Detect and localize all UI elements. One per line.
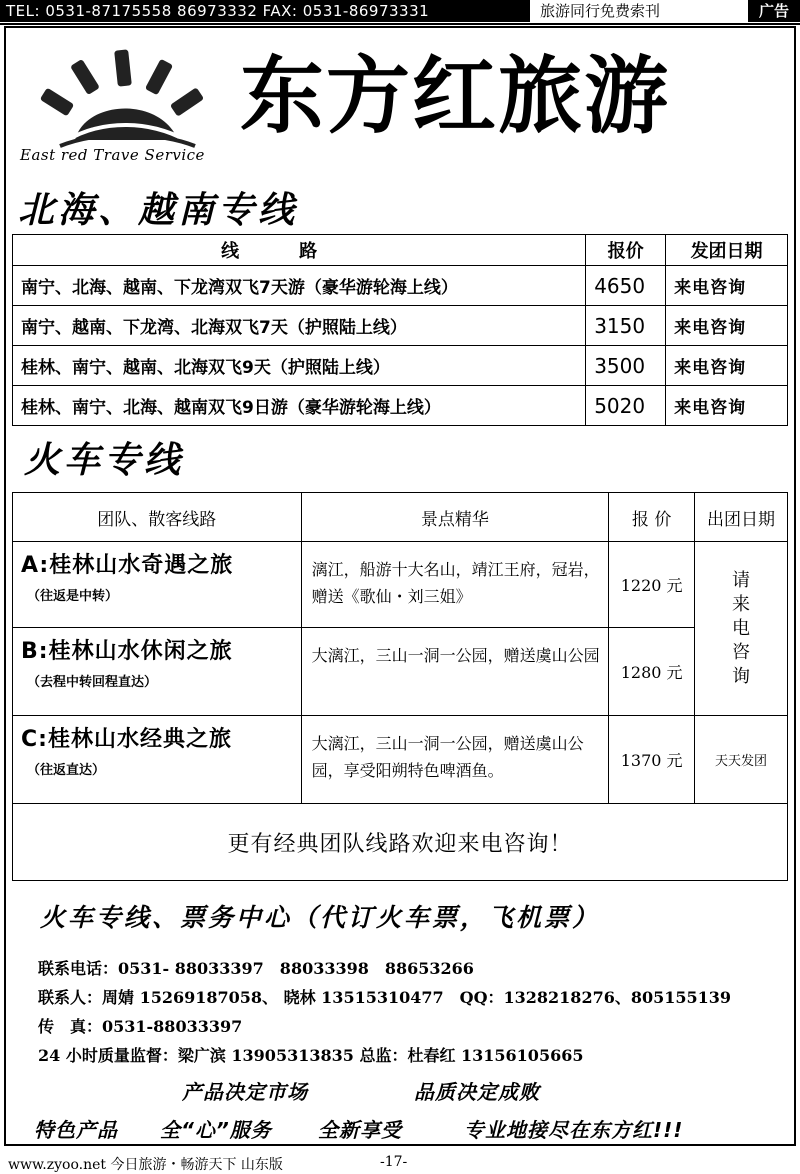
- table-row: [13, 266, 788, 306]
- route-header: 线路: [13, 235, 586, 266]
- beihai-section-title: 北海、越南专线: [18, 190, 299, 231]
- price-header: 报 价: [609, 493, 695, 542]
- price-cell: 1220 元: [609, 542, 695, 628]
- price-cell: 3150: [586, 306, 666, 346]
- ad-badge: 广告: [748, 0, 800, 22]
- route-cell: 桂林、南宁、北海、越南双飞9日游（豪华游轮海上线）: [13, 386, 586, 426]
- departure-cell: 来电咨询: [666, 386, 788, 426]
- beihai-route-table: [12, 234, 788, 426]
- highlights-cell: 漓江，船游十大名山，靖江王府，冠岩，赠送《歌仙・刘三姐》: [301, 542, 609, 628]
- table-row: [13, 386, 788, 426]
- contact-bar: TEL: 0531-87175558 86973332 FAX: 0531-86973331: [0, 0, 530, 22]
- price-header: 报价: [586, 235, 666, 266]
- train-route-table: [12, 492, 788, 881]
- table-row: [13, 542, 788, 628]
- slogan-service: 全“心”服务: [160, 1118, 272, 1142]
- highlights-cell: 大漓江，三山一洞一公园，赠送虞山公园，享受阳朔特色啤酒鱼。: [301, 716, 609, 804]
- contact-persons: 联系人：周婧 15269187058、 晓林 13515310477 QQ：1328218276、805155139: [38, 988, 732, 1007]
- route-subtitle: （往返是中转）: [27, 589, 119, 604]
- departure-header: 发团日期: [666, 235, 788, 266]
- logo-caption: East red Trave Service: [20, 146, 205, 164]
- departure-cell: [695, 716, 788, 804]
- table-header-row: [13, 235, 788, 266]
- page-number: -17-: [380, 1154, 408, 1170]
- header-divider: [0, 23, 800, 25]
- table-header-row: [13, 493, 788, 542]
- route-title: A:桂林山水奇遇之旅: [21, 553, 234, 578]
- train-section-title: 火车专线: [24, 440, 185, 481]
- departure-header: 出团日期: [695, 493, 788, 542]
- price-cell: 5020: [586, 386, 666, 426]
- departure-daily: 天天发团: [715, 754, 768, 769]
- slogan-quality: 品质决定成败: [414, 1080, 540, 1104]
- table-row: [13, 628, 788, 716]
- route-header: 团队、散客线路: [13, 493, 302, 542]
- table-row: [13, 804, 788, 881]
- quality-supervision: 24 小时质量监督：梁广滨 13905313835 总监：杜春红 13156105665: [38, 1046, 584, 1065]
- route-title: B:桂林山水休闲之旅: [21, 639, 233, 664]
- departure-call: 请来电咨询: [732, 569, 751, 687]
- route-cell: [13, 542, 302, 628]
- highlights-header: 景点精华: [301, 493, 609, 542]
- more-routes-note: 更有经典团队线路欢迎来电咨询！: [13, 804, 788, 881]
- route-cell: [13, 628, 302, 716]
- departure-cell: 来电咨询: [666, 346, 788, 386]
- brand-name: 东方红旅游: [240, 47, 671, 145]
- departure-cell: [695, 542, 788, 716]
- route-title: C:桂林山水经典之旅: [21, 727, 232, 752]
- route-subtitle: （往返直达）: [27, 763, 106, 778]
- price-cell: 1280 元: [609, 628, 695, 716]
- slogan-special: 特色产品: [34, 1118, 118, 1142]
- price-cell: 1370 元: [609, 716, 695, 804]
- highlights-cell: 大漓江，三山一洞一公园，赠送虞山公园: [301, 628, 609, 716]
- route-cell: 南宁、北海、越南、下龙湾双飞7天游（豪华游轮海上线）: [13, 266, 586, 306]
- slogan-professional: 专业地接尽在东方红!!!: [464, 1118, 684, 1142]
- slogan-market: 产品决定市场: [182, 1080, 308, 1104]
- table-row: [13, 306, 788, 346]
- price-cell: 3500: [586, 346, 666, 386]
- table-row: [13, 716, 788, 804]
- route-cell: [13, 716, 302, 804]
- footer: [0, 1152, 800, 1172]
- route-subtitle: （去程中转回程直达）: [27, 675, 158, 690]
- route-cell: 桂林、南宁、越南、北海双飞9天（护照陆上线）: [13, 346, 586, 386]
- ticket-center-title: 火车专线、票务中心（代订火车票，飞机票）: [40, 903, 601, 932]
- departure-cell: 来电咨询: [666, 306, 788, 346]
- departure-cell: 来电咨询: [666, 266, 788, 306]
- table-row: [13, 346, 788, 386]
- price-cell: 4650: [586, 266, 666, 306]
- contact-fax: 传 真：0531-88033397: [38, 1017, 243, 1036]
- route-cell: 南宁、越南、下龙湾、北海双飞7天（护照陆上线）: [13, 306, 586, 346]
- header-slogan: 旅游同行免费索刊: [540, 2, 661, 20]
- contact-phone: 联系电话：0531- 88033397 88033398 88653266: [38, 959, 474, 978]
- slogan-enjoy: 全新享受: [318, 1118, 402, 1142]
- top-bar: [0, 0, 800, 24]
- footer-site: www.zyoo.net 今日旅游・畅游天下 山东版: [8, 1157, 283, 1173]
